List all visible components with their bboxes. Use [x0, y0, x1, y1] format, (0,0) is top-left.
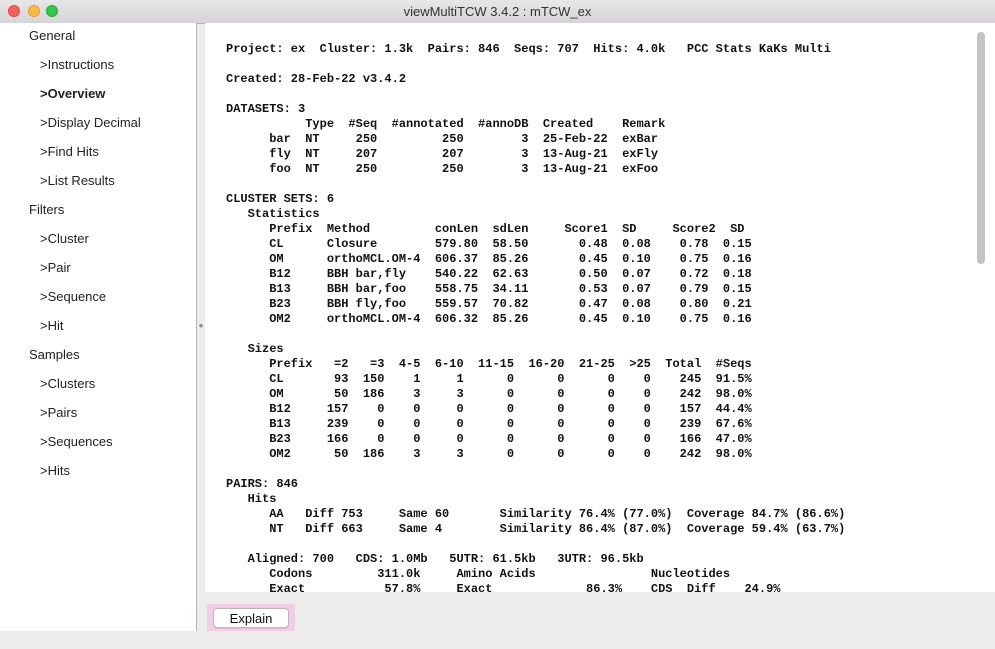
explain-button[interactable]: Explain: [213, 608, 289, 628]
window-bottom-edge: [0, 631, 995, 649]
overview-panel: [205, 23, 995, 592]
report-line: NT Diff 663 Same 4 Similarity 86.4% (87.0%) Coverage 59.4% (63.7%): [226, 522, 846, 536]
sidebar-item-sequence[interactable]: >Sequence: [40, 289, 107, 304]
report-line: Statistics: [226, 207, 320, 221]
report-line: Project: ex Cluster: 1.3k Pairs: 846 Seqs: 707 Hits: 4.0k PCC Stats KaKs Multi: [226, 42, 831, 56]
sidebar-item-clusters[interactable]: >Clusters: [40, 376, 96, 391]
report-line: B12 BBH bar,fly 540.22 62.63 0.50 0.07 0.72 0.18: [226, 267, 752, 281]
sidebar-item-hits[interactable]: >Hits: [40, 463, 70, 478]
report-line: Aligned: 700 CDS: 1.0Mb 5UTR: 61.5kb 3UTR: 96.5kb: [226, 552, 644, 566]
sidebar-item-instructions[interactable]: >Instructions: [40, 57, 115, 72]
report-line: B13 239 0 0 0 0 0 0 0 239 67.6%: [226, 417, 752, 431]
bottom-toolbar: [205, 592, 995, 631]
report-line: Type #Seq #annotated #annoDB Created Remark: [226, 117, 666, 131]
sidebar-item-list-results[interactable]: >List Results: [40, 173, 115, 188]
report-line: CLUSTER SETS: 6: [226, 192, 335, 206]
title-bar: [0, 0, 995, 24]
sidebar-item-display-decimal[interactable]: >Display Decimal: [40, 115, 141, 130]
sidebar-section-samples[interactable]: Samples: [29, 347, 80, 362]
sidebar-item-overview[interactable]: >Overview: [40, 86, 106, 101]
report-line: fly NT 207 207 3 13-Aug-21 exFly: [226, 147, 659, 161]
report-line: Codons 311.0k Amino Acids Nucleotides: [226, 567, 731, 581]
report-line: AA Diff 753 Same 60 Similarity 76.4% (77.0%) Coverage 84.7% (86.6%): [226, 507, 846, 521]
explain-button-highlight: [207, 604, 295, 633]
report-line: CL Closure 579.80 58.50 0.48 0.08 0.78 0.15: [226, 237, 752, 251]
report-line: OM2 orthoMCL.OM-4 606.32 85.26 0.45 0.10 0.75 0.16: [226, 312, 752, 326]
window-title: viewMultiTCW 3.4.2 : mTCW_ex: [403, 4, 592, 19]
report-line: B13 BBH bar,foo 558.75 34.11 0.53 0.07 0.79 0.15: [226, 282, 752, 296]
report-line: Exact 57.8% Exact 86.3% CDS Diff 24.9%: [226, 582, 781, 592]
sidebar-item-pair[interactable]: >Pair: [40, 260, 71, 275]
report-line: B12 157 0 0 0 0 0 0 0 157 44.4%: [226, 402, 752, 416]
report-line: Sizes: [226, 342, 284, 356]
report-line: PAIRS: 846: [226, 477, 299, 491]
sidebar-item-cluster[interactable]: >Cluster: [40, 231, 89, 246]
sidebar-item-pairs[interactable]: >Pairs: [40, 405, 78, 420]
sidebar-item-find-hits[interactable]: >Find Hits: [40, 144, 99, 159]
split-pane-handle[interactable]: ●: [198, 321, 204, 330]
report-line: CL 93 150 1 1 0 0 0 0 245 91.5%: [226, 372, 752, 386]
report-line: Prefix =2 =3 4-5 6-10 11-15 16-20 21-25 >25 Total #Seqs: [226, 357, 752, 371]
vertical-scrollbar-thumb[interactable]: [977, 32, 985, 264]
sidebar-item-hit[interactable]: >Hit: [40, 318, 64, 333]
report-line: foo NT 250 250 3 13-Aug-21 exFoo: [226, 162, 659, 176]
sidebar: [0, 23, 197, 631]
report-line: OM2 50 186 3 3 0 0 0 0 242 98.0%: [226, 447, 752, 461]
sidebar-section-general[interactable]: General: [29, 28, 76, 43]
sidebar-item-sequences[interactable]: >Sequences: [40, 434, 113, 449]
report-line: bar NT 250 250 3 25-Feb-22 exBar: [226, 132, 659, 146]
report-line: OM 50 186 3 3 0 0 0 0 242 98.0%: [226, 387, 752, 401]
overview-report-text: [226, 42, 845, 592]
report-line: Prefix Method conLen sdLen Score1 SD Score2 SD: [226, 222, 745, 236]
report-line: OM orthoMCL.OM-4 606.37 85.26 0.45 0.10 0.75 0.16: [226, 252, 752, 266]
sidebar-section-filters[interactable]: Filters: [29, 202, 65, 217]
report-line: Created: 28-Feb-22 v3.4.2: [226, 72, 407, 86]
report-line: B23 BBH fly,foo 559.57 70.82 0.47 0.08 0.80 0.21: [226, 297, 752, 311]
report-line: B23 166 0 0 0 0 0 0 0 166 47.0%: [226, 432, 752, 446]
report-line: DATASETS: 3: [226, 102, 306, 116]
report-line: Hits: [226, 492, 277, 506]
